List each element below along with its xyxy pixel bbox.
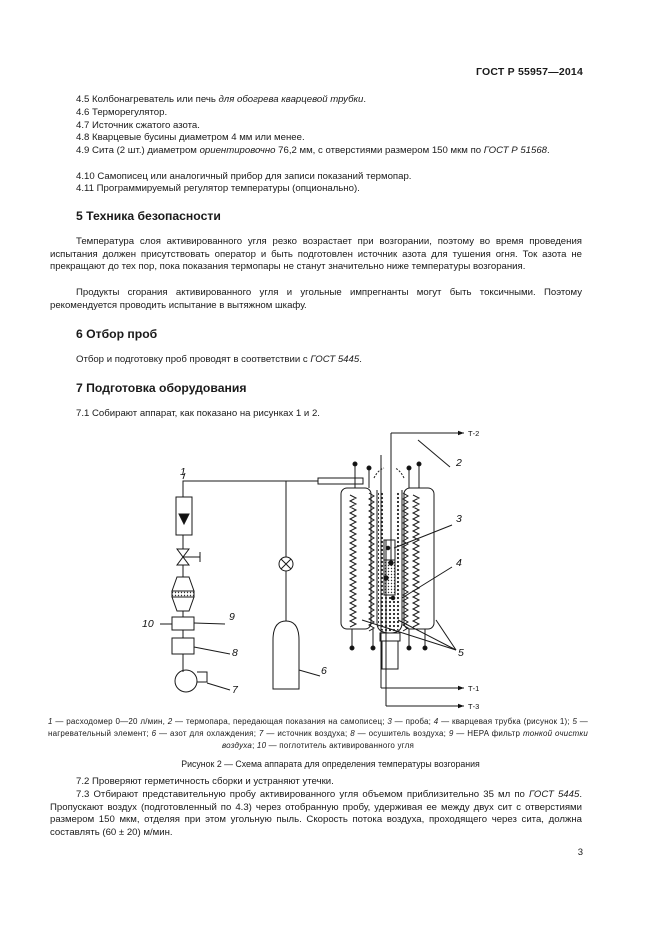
carbon-adsorber xyxy=(172,617,194,630)
section-6-heading: 6 Отбор проб xyxy=(76,327,158,341)
label-10: 10 xyxy=(142,618,154,630)
label-2: 2 xyxy=(456,457,462,469)
paragraph-7-1: 7.1 Собирают аппарат, как показано на рисунках 1 и 2. xyxy=(76,408,320,419)
label-t3: Т-3 xyxy=(468,702,480,711)
hepa-filter-bottom xyxy=(172,597,194,611)
item-4-8: 4.8 Кварцевые бусины диаметром 4 мм или менее. xyxy=(76,132,305,143)
air-dryer xyxy=(172,638,194,654)
section-5-paragraph-2: Продукты сгорания активированного угля и угольные импрегнанты могут быть токсичными. Поэтому рекомендуется проводить испытание в вытяжном шкафу. xyxy=(50,287,582,311)
item-4-7: 4.7 Источник сжатого азота. xyxy=(76,120,200,131)
inlet-fitting xyxy=(318,478,363,484)
air-line-top xyxy=(183,481,318,497)
air-source-outlet xyxy=(183,665,207,682)
leader-7 xyxy=(207,683,230,690)
item-4-9: 4.9 Сита (2 шт.) диаметром ориентировочно 76,2 мм, с отверстиями размером 150 мкм по ГОСТ Р 51568. xyxy=(76,145,550,156)
leader-9 xyxy=(194,623,225,624)
item-4-5: 4.5 Колбонагреватель или печь для обогрева кварцевой трубки. xyxy=(76,94,367,105)
leader-6 xyxy=(299,670,320,676)
hepa-filter-media xyxy=(172,591,194,597)
nitrogen-cylinder xyxy=(273,621,299,689)
label-t2: Т-2 xyxy=(468,429,480,438)
figure-legend: 1 — расходомер 0—20 л/мин, 2 — термопара, передающая показания на самописец; 3 — проба; 4 — кварцевая трубка (рисунок 1); 5 — нагревательный элемент; 6 — азот для охлаждения; 7 — источник воздуха; 8 — осушитель воздуха; 9 — HEPA фильтр тонкой очистки воздуха; 10 — поглотитель активированного угля xyxy=(48,717,589,750)
air-source xyxy=(175,670,197,692)
paragraph-7-3: 7.3 Отбирают представительную пробу активированного угля объемом приблизительно 35 мл по ГОСТ 5445. Пропускают воздух (подготовленный по 4.3) через отобранную пробу, удерживая ее между двух сит с отверстиями размером 150 мкм, отделяя при этом угольную пыль. Скорость потока воздуха, проходящего через сита, должна составлять (60 ± 20) м/мин. xyxy=(50,789,582,838)
section-7-heading: 7 Подготовка оборудования xyxy=(76,381,247,395)
section-5-paragraph-1: Температура слоя активированного угля резко возрастает при возгорании, поэтому во время проведения испытания должен присутствовать оператор и быть подготовлен источник азота для тушения огня. Ток азота не прекращают до тех пор, пока показания термопары не станут значительно ниже температуры возгорания. xyxy=(50,236,582,273)
label-9: 9 xyxy=(229,611,235,623)
label-7: 7 xyxy=(232,684,238,696)
flowmeter-float xyxy=(179,514,189,524)
label-5: 5 xyxy=(458,647,464,659)
hepa-filter-top xyxy=(172,577,194,591)
leader-4 xyxy=(402,567,452,598)
leader-8 xyxy=(194,647,230,654)
page-number: 3 xyxy=(577,847,583,858)
figure-caption: Рисунок 2 — Схема аппарата для определения температуры возгорания xyxy=(181,759,480,769)
label-8: 8 xyxy=(232,647,238,659)
section-6-paragraph: Отбор и подготовку проб проводят в соответствии с ГОСТ 5445. xyxy=(76,354,362,365)
leader-5c xyxy=(436,620,456,650)
section-5-heading: 5 Техника безопасности xyxy=(76,209,221,223)
label-1: 1 xyxy=(180,466,186,478)
item-4-11: 4.11 Программируемый регулятор температуры (опционально). xyxy=(76,183,360,194)
leader-3 xyxy=(394,525,452,548)
leader-2 xyxy=(418,440,450,467)
item-4-10: 4.10 Самописец или аналогичный прибор для записи показаний термопар. xyxy=(76,171,412,182)
label-6: 6 xyxy=(321,665,327,677)
label-3: 3 xyxy=(456,513,462,525)
label-t1: Т-1 xyxy=(468,684,480,693)
document-id: ГОСТ Р 55957—2014 xyxy=(475,66,583,78)
item-4-6: 4.6 Терморегулятор. xyxy=(76,107,168,118)
paragraph-7-2: 7.2 Проверяют герметичность сборки и устраняют утечки. xyxy=(76,776,334,787)
leader-5b xyxy=(398,620,456,650)
label-4: 4 xyxy=(456,557,462,569)
